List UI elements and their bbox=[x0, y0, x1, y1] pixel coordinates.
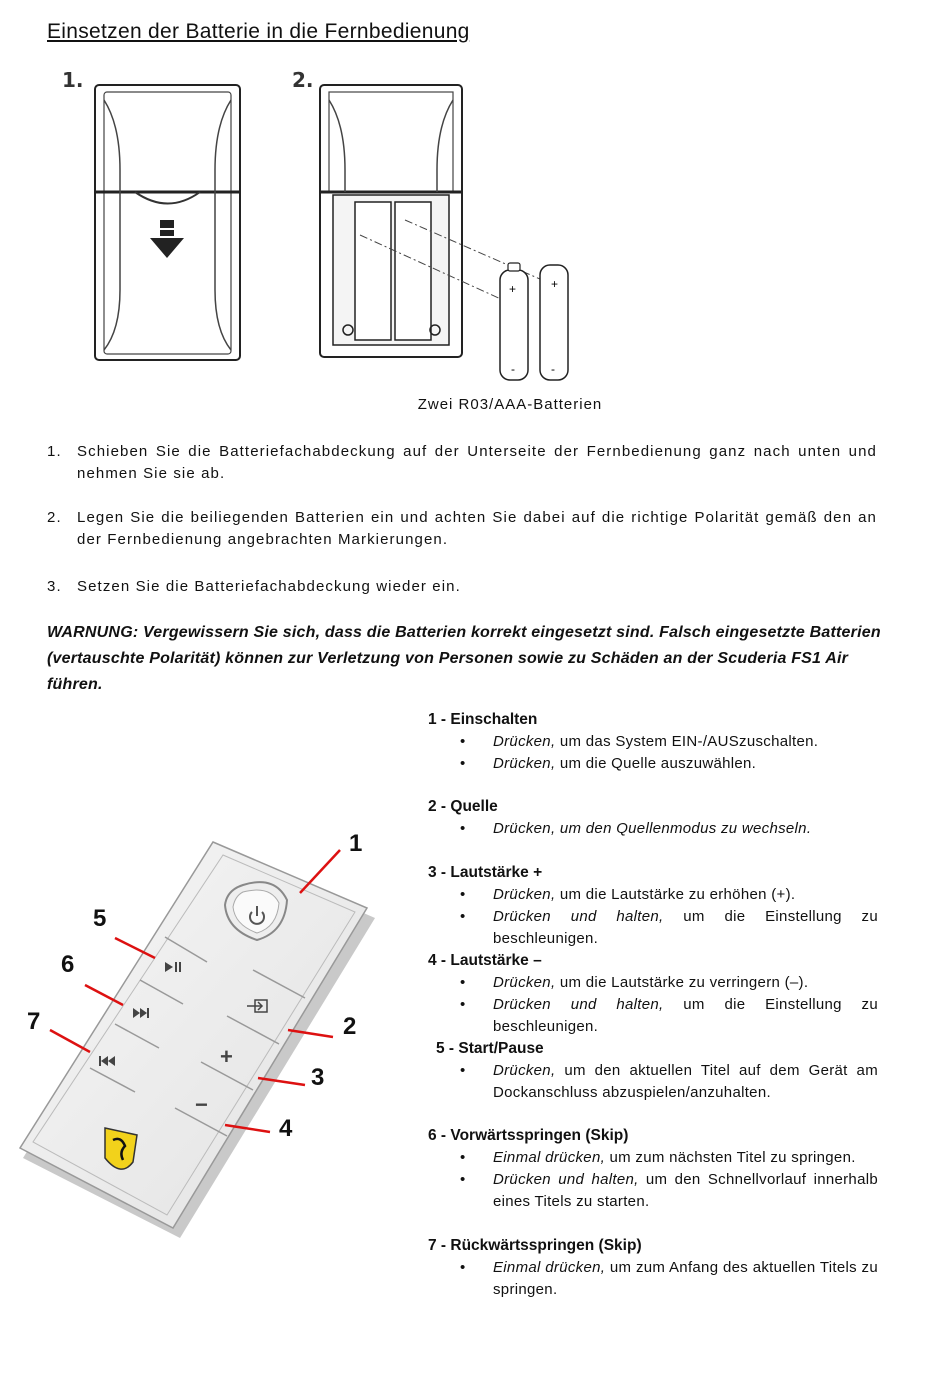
instruction-number: 3. bbox=[47, 578, 62, 595]
instruction-step-1 bbox=[47, 441, 877, 485]
page-title: Einsetzen der Batterie in die Fernbedienung bbox=[47, 20, 470, 43]
callout-3: 3 bbox=[311, 1064, 325, 1091]
step-label-1: 1. bbox=[62, 68, 84, 92]
section-lautstaerke-minus bbox=[428, 950, 878, 1038]
list-item: • Drücken und halten, um die Einstellung zu beschleunigen. bbox=[428, 906, 878, 950]
list-item: • Drücken, um das System EIN-/AUSzuschalten. bbox=[428, 731, 878, 753]
volume-down-icon: − bbox=[195, 1092, 208, 1117]
list-item: • Drücken, um die Quelle auszuwählen. bbox=[428, 753, 878, 775]
battery-icon bbox=[540, 265, 568, 380]
battery-plus-mark: + bbox=[509, 282, 517, 296]
battery-plus-mark: + bbox=[551, 277, 559, 291]
remote-open-battery-figure bbox=[315, 80, 605, 390]
instruction-number: 1. bbox=[47, 443, 62, 460]
list-item: • Drücken und halten, um die Einstellung zu beschleunigen. bbox=[428, 994, 878, 1038]
callout-2: 2 bbox=[343, 1013, 357, 1040]
list-item: • Einmal drücken, um zum Anfang des aktuellen Titels zu springen. bbox=[428, 1257, 878, 1301]
instruction-text: Schieben Sie die Batteriefachabdeckung auf der Unterseite der Fernbedienung ganz nach unten und nehmen Sie sie ab. bbox=[77, 443, 877, 482]
callout-6: 6 bbox=[61, 951, 75, 978]
list-item: • Drücken, um die Lautstärke zu verringern (–). bbox=[428, 972, 878, 994]
list-item: • Drücken, um den Quellenmodus zu wechseln. bbox=[428, 818, 878, 840]
section-heading: 2 - Quelle bbox=[428, 798, 498, 815]
step-label-2: 2. bbox=[292, 68, 314, 92]
callout-7: 7 bbox=[27, 1008, 41, 1035]
section-vorwaerts bbox=[428, 1125, 878, 1213]
ferrari-logo-icon bbox=[105, 1128, 137, 1169]
section-heading: 3 - Lautstärke + bbox=[428, 864, 543, 881]
warning-text: WARNUNG: Vergewissern Sie sich, dass die Batterien korrekt eingesetzt sind. Falsch eingesetzte Batterien (vertauschte Polarität) können zur Verletzung von Personen sowie zu Schäden an der Scuderia FS1 Air führen. bbox=[47, 624, 881, 693]
instruction-step-2 bbox=[47, 507, 877, 551]
instruction-step-3 bbox=[47, 576, 877, 598]
section-heading: 6 - Vorwärtsspringen (Skip) bbox=[428, 1127, 629, 1144]
callout-5: 5 bbox=[93, 905, 107, 932]
list-item: • Einmal drücken, um zum nächsten Titel zu springen. bbox=[428, 1147, 878, 1169]
section-heading: 7 - Rückwärtsspringen (Skip) bbox=[428, 1237, 642, 1254]
section-heading: 4 - Lautstärke – bbox=[428, 952, 542, 969]
instruction-text: Setzen Sie die Batteriefachabdeckung wieder ein. bbox=[77, 578, 461, 595]
section-rueckwaerts bbox=[428, 1235, 878, 1301]
section-quelle bbox=[428, 796, 878, 840]
callout-4: 4 bbox=[279, 1115, 293, 1142]
section-einschalten bbox=[428, 709, 878, 775]
instruction-number: 2. bbox=[47, 509, 62, 526]
section-lautstaerke-plus bbox=[428, 862, 878, 950]
list-item: • Drücken, um den aktuellen Titel auf dem Gerät am Dockanschluss abzuspielen/anzuhalten. bbox=[428, 1060, 878, 1104]
remote-back-cover-figure bbox=[90, 80, 250, 365]
section-heading: 5 - Start/Pause bbox=[436, 1040, 544, 1057]
battery-icon bbox=[500, 263, 528, 380]
section-start-pause bbox=[428, 1038, 878, 1104]
battery-minus-mark: - bbox=[511, 362, 515, 376]
list-item: • Drücken, um die Lautstärke zu erhöhen (+). bbox=[428, 884, 878, 906]
list-item: • Drücken und halten, um den Schnellvorlauf innerhalb eines Titels zu starten. bbox=[428, 1169, 878, 1213]
instruction-text: Legen Sie die beiliegenden Batterien ein und achten Sie dabei auf die richtige Polarität gemäß den an der Fernbedienung angebrachten Markierungen. bbox=[77, 509, 877, 548]
section-heading: 1 - Einschalten bbox=[428, 711, 538, 728]
callout-1: 1 bbox=[349, 830, 363, 857]
figure-caption: Zwei R03/AAA-Batterien bbox=[417, 396, 603, 413]
battery-minus-mark: - bbox=[551, 362, 555, 376]
volume-up-icon: + bbox=[220, 1044, 233, 1069]
